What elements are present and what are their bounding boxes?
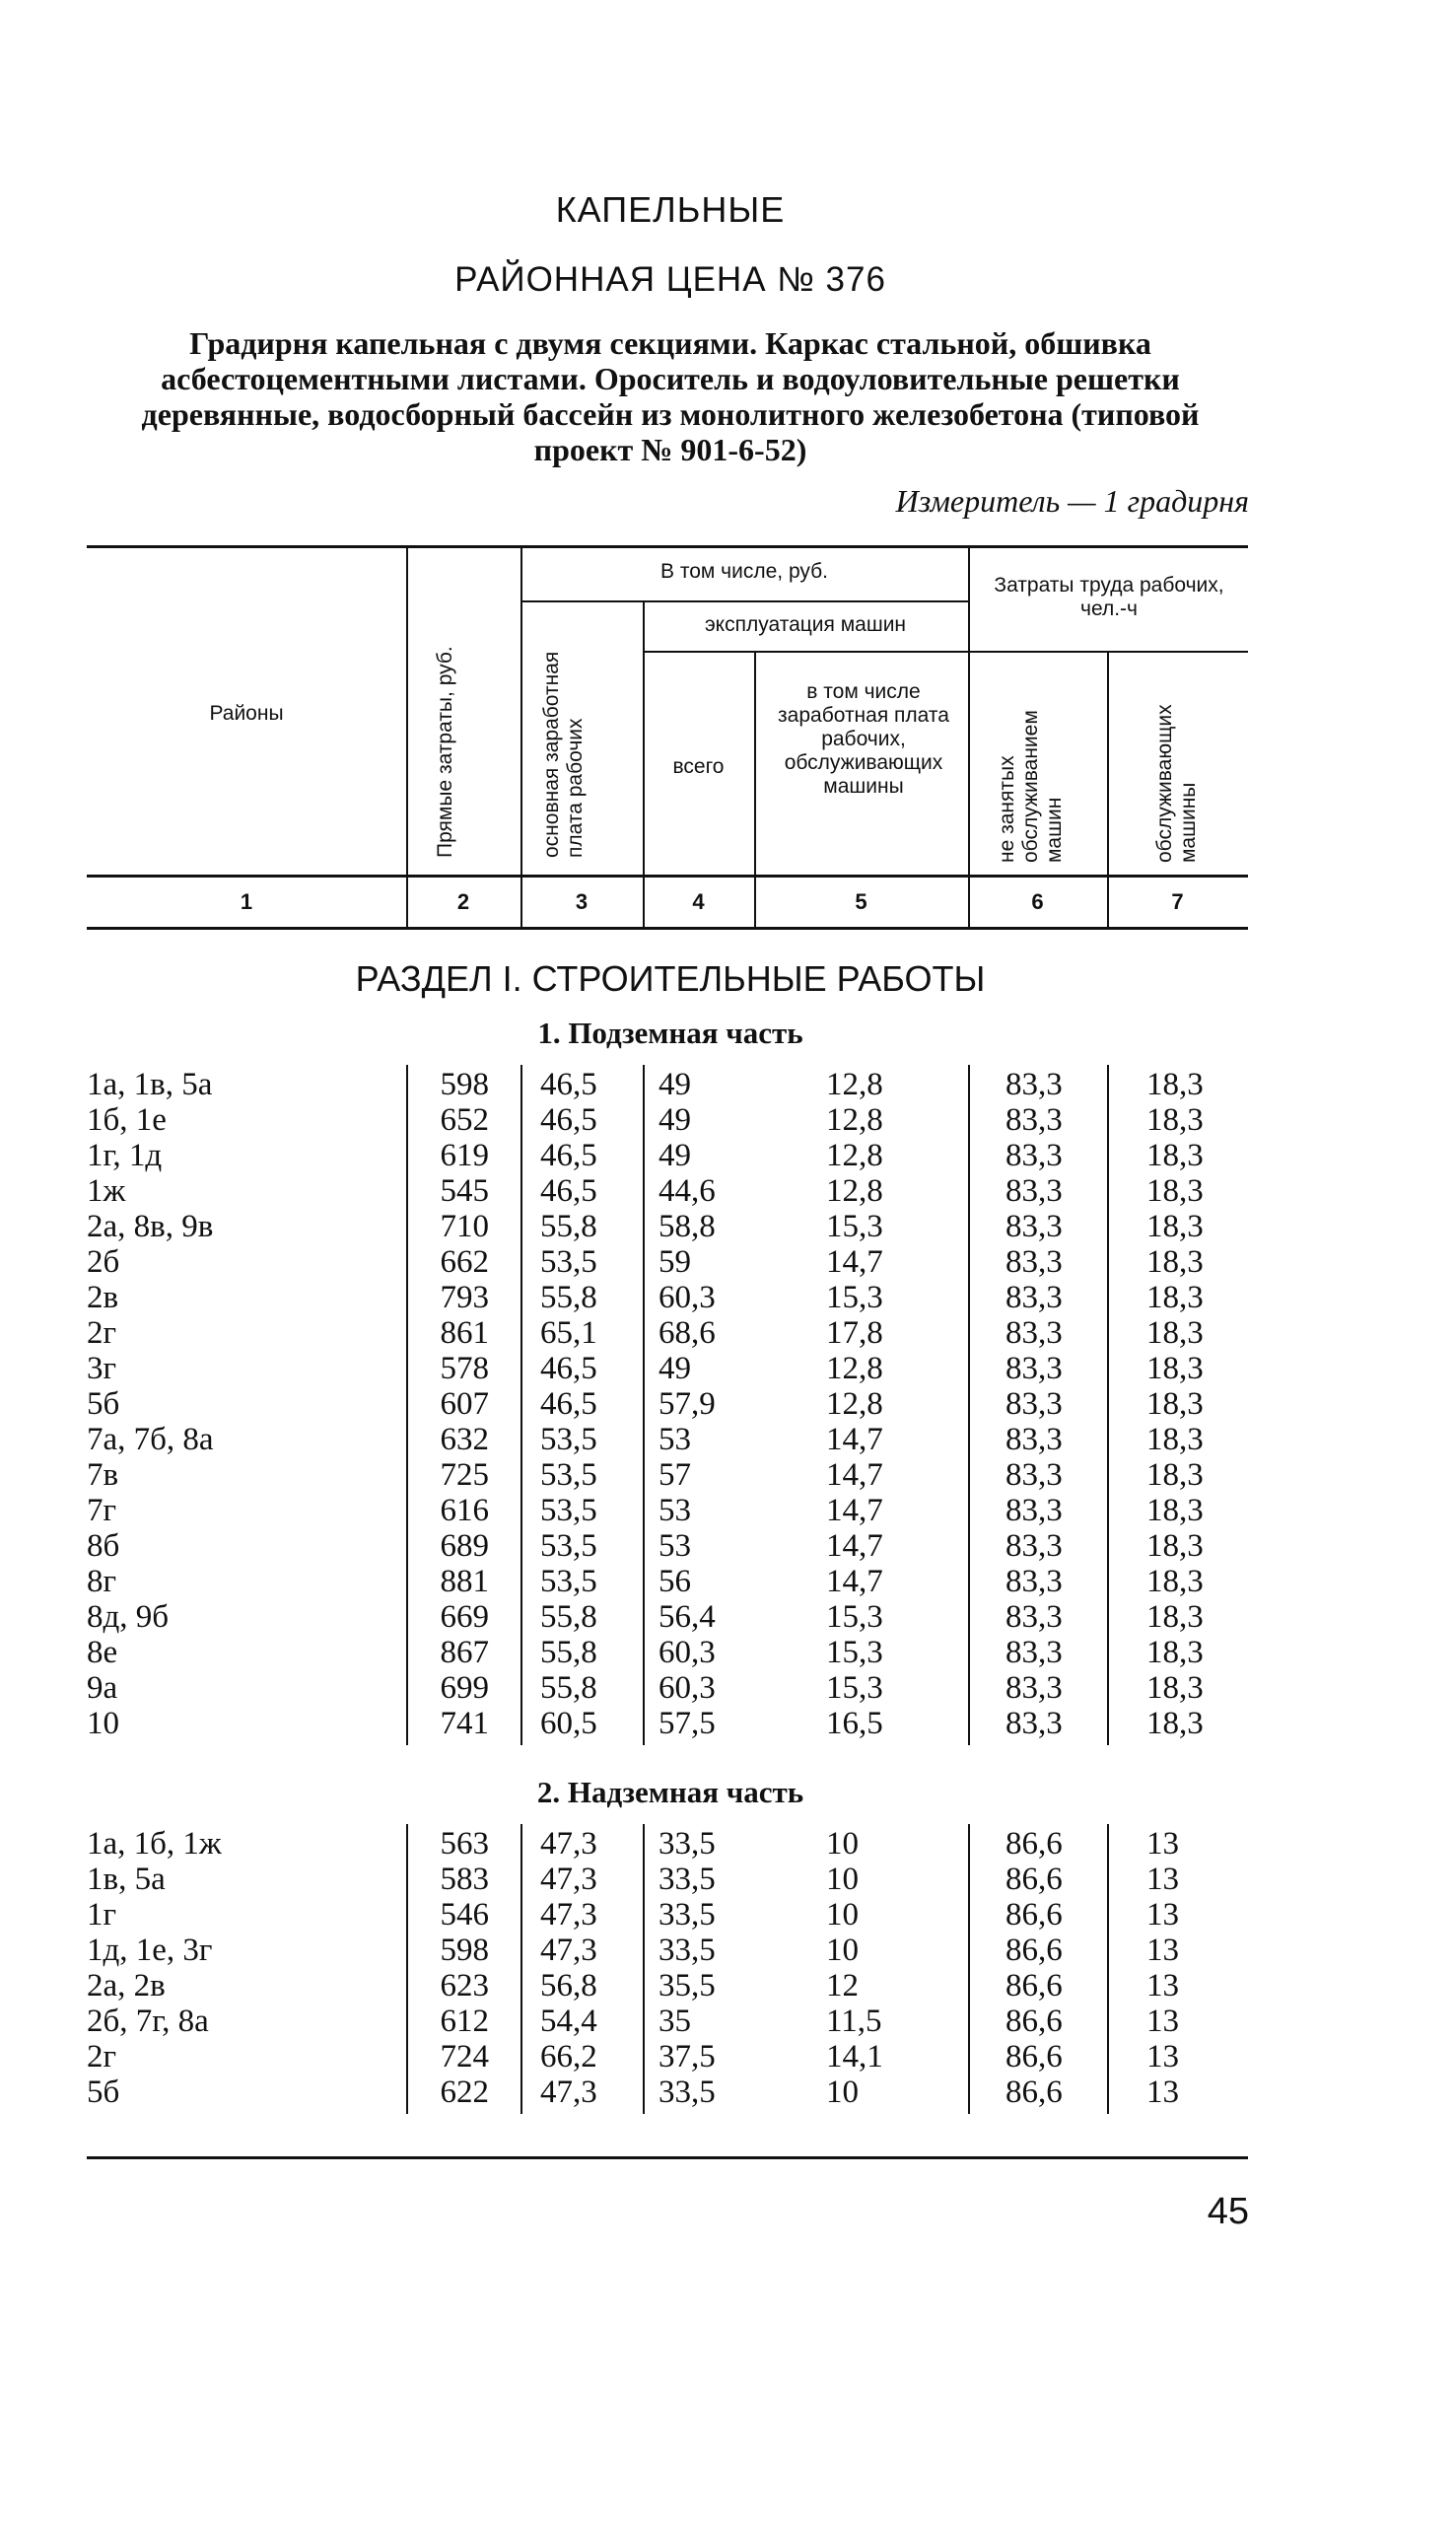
cell-machines-wage: 14,7	[826, 1244, 883, 1280]
cell-region: 2г	[87, 1315, 117, 1351]
cell-direct-costs: 724	[440, 2039, 489, 2074]
cell-labor-machine: 18,3	[1146, 1457, 1204, 1493]
part2-title: 2. Надземная часть	[536, 1775, 804, 1809]
cell-labor-machine: 13	[1146, 2074, 1179, 2110]
cell-direct-costs: 619	[440, 1138, 489, 1173]
cell-direct-costs: 545	[440, 1173, 489, 1209]
price-title: РАЙОННАЯ ЦЕНА № 376	[454, 260, 886, 299]
header-regions: Районы	[209, 702, 284, 725]
cell-machines-total: 33,5	[659, 1862, 716, 1897]
cell-machines-total: 49	[659, 1067, 691, 1102]
cell-region: 5б	[87, 2074, 120, 2110]
cell-labor-not-machine: 83,3	[1005, 1706, 1063, 1741]
cell-machines-wage: 10	[826, 1897, 859, 1933]
cell-direct-costs: 861	[440, 1315, 489, 1351]
cell-machines-total: 57	[659, 1457, 691, 1493]
cell-direct-costs: 699	[440, 1670, 489, 1706]
cell-labor-machine: 18,3	[1146, 1564, 1204, 1599]
cell-region: 2а, 8в, 9в	[87, 1209, 214, 1244]
cell-base-wage: 47,3	[540, 1862, 597, 1897]
cell-machines-total: 68,6	[659, 1315, 716, 1351]
body-vline	[643, 1824, 645, 2114]
cell-machines-total: 60,3	[659, 1670, 716, 1706]
cell-labor-not-machine: 83,3	[1005, 1173, 1063, 1209]
cell-machines-total: 44,6	[659, 1173, 716, 1209]
cell-direct-costs: 578	[440, 1351, 489, 1386]
cell-region: 8г	[87, 1564, 117, 1599]
cell-labor-machine: 18,3	[1146, 1102, 1204, 1138]
cell-labor-not-machine: 83,3	[1005, 1351, 1063, 1386]
body-vline	[1107, 1065, 1109, 1745]
cell-labor-not-machine: 86,6	[1005, 1826, 1063, 1862]
cell-labor-not-machine: 86,6	[1005, 1933, 1063, 1968]
cell-region: 1б, 1е	[87, 1102, 167, 1138]
table-bottom-rule	[87, 2156, 1248, 2159]
header-machine-operation: эксплуатация машин	[704, 613, 907, 636]
cell-machines-wage: 14,7	[826, 1528, 883, 1564]
header-top-rule	[87, 545, 1248, 548]
cell-direct-costs: 689	[440, 1528, 489, 1564]
cell-region: 7г	[87, 1493, 117, 1528]
cell-labor-not-machine: 83,3	[1005, 1244, 1063, 1280]
cell-labor-not-machine: 83,3	[1005, 1102, 1063, 1138]
cell-labor-not-machine: 83,3	[1005, 1422, 1063, 1457]
cell-base-wage: 46,5	[540, 1173, 597, 1209]
header-vline-5	[968, 548, 970, 927]
cell-base-wage: 55,8	[540, 1670, 597, 1706]
cell-region: 2б, 7г, 8а	[87, 2004, 209, 2039]
cell-machines-total: 49	[659, 1351, 691, 1386]
cell-region: 1г	[87, 1897, 117, 1933]
cell-direct-costs: 598	[440, 1067, 489, 1102]
cell-machines-wage: 12,8	[826, 1386, 883, 1422]
cell-machines-total: 33,5	[659, 1897, 716, 1933]
cell-machines-wage: 10	[826, 1862, 859, 1897]
cell-base-wage: 54,4	[540, 2004, 597, 2039]
cell-machines-total: 56,4	[659, 1599, 716, 1635]
header-sub-rule-including	[520, 600, 968, 602]
cell-direct-costs: 710	[440, 1209, 489, 1244]
cell-labor-machine: 13	[1146, 2004, 1179, 2039]
cell-labor-not-machine: 86,6	[1005, 2039, 1063, 2074]
body-vline	[1107, 1824, 1109, 2114]
cell-region: 1а, 1в, 5а	[87, 1067, 213, 1102]
cell-labor-not-machine: 83,3	[1005, 1670, 1063, 1706]
header-vline-4	[754, 653, 756, 927]
cell-machines-wage: 11,5	[826, 2004, 882, 2039]
cell-direct-costs: 725	[440, 1457, 489, 1493]
cell-machines-total: 37,5	[659, 2039, 716, 2074]
cell-labor-not-machine: 86,6	[1005, 1862, 1063, 1897]
cell-base-wage: 47,3	[540, 1933, 597, 1968]
cell-base-wage: 47,3	[540, 1897, 597, 1933]
cell-machines-total: 56	[659, 1564, 691, 1599]
cell-direct-costs: 881	[440, 1564, 489, 1599]
cell-machines-wage: 15,3	[826, 1280, 883, 1315]
cell-base-wage: 46,5	[540, 1067, 597, 1102]
header-not-machine-workers: не занятых обслуживанием машин	[996, 710, 1066, 863]
colnum-6: 6	[1031, 889, 1044, 914]
cell-labor-not-machine: 83,3	[1005, 1457, 1063, 1493]
cell-machines-wage: 15,3	[826, 1209, 883, 1244]
cell-labor-machine: 18,3	[1146, 1706, 1204, 1741]
cell-labor-machine: 18,3	[1146, 1067, 1204, 1102]
cell-direct-costs: 867	[440, 1635, 489, 1670]
header-vline-6	[1107, 653, 1109, 927]
cell-labor-not-machine: 83,3	[1005, 1209, 1063, 1244]
cell-labor-machine: 18,3	[1146, 1635, 1204, 1670]
section-title: РАЗДЕЛ I. СТРОИТЕЛЬНЫЕ РАБОТЫ	[355, 958, 986, 999]
cell-base-wage: 53,5	[540, 1528, 597, 1564]
header-total: всего	[672, 755, 725, 778]
header-vline-1	[406, 548, 408, 927]
cell-labor-not-machine: 83,3	[1005, 1315, 1063, 1351]
colnum-2: 2	[456, 889, 470, 914]
cell-machines-wage: 17,8	[826, 1315, 883, 1351]
meter: Измеритель — 1 градирня	[895, 483, 1249, 519]
cell-region: 5б	[87, 1386, 120, 1422]
header-direct-costs: Прямые затраты, руб.	[434, 646, 456, 858]
cell-machines-wage: 10	[826, 1826, 859, 1862]
cell-base-wage: 46,5	[540, 1351, 597, 1386]
cell-region: 1в, 5а	[87, 1862, 166, 1897]
cell-labor-not-machine: 83,3	[1005, 1599, 1063, 1635]
colnum-3: 3	[575, 889, 589, 914]
cell-labor-machine: 18,3	[1146, 1670, 1204, 1706]
cell-machines-wage: 10	[826, 2074, 859, 2110]
cell-base-wage: 47,3	[540, 1826, 597, 1862]
header-including-wage: в том числе заработная плата рабочих, обслуживающих машины	[778, 680, 949, 798]
cell-base-wage: 60,5	[540, 1706, 597, 1741]
cell-machines-total: 53	[659, 1528, 691, 1564]
cell-machines-wage: 14,7	[826, 1493, 883, 1528]
cell-machines-total: 60,3	[659, 1280, 716, 1315]
cell-labor-machine: 18,3	[1146, 1209, 1204, 1244]
cell-base-wage: 53,5	[540, 1244, 597, 1280]
header-machine-workers: обслуживающих машины	[1153, 704, 1200, 863]
cell-labor-not-machine: 86,6	[1005, 1968, 1063, 2004]
cell-direct-costs: 616	[440, 1493, 489, 1528]
cell-machines-wage: 14,7	[826, 1422, 883, 1457]
part1-title: 1. Подземная часть	[537, 1016, 803, 1050]
cell-machines-total: 49	[659, 1102, 691, 1138]
body-vline	[520, 1065, 522, 1745]
header-sub-rule-machines	[643, 651, 968, 653]
cell-machines-total: 33,5	[659, 1933, 716, 1968]
cell-base-wage: 56,8	[540, 1968, 597, 2004]
cell-direct-costs: 652	[440, 1102, 489, 1138]
cell-machines-total: 35	[659, 2004, 691, 2039]
cell-machines-total: 35,5	[659, 1968, 716, 2004]
cell-labor-not-machine: 83,3	[1005, 1138, 1063, 1173]
cell-labor-machine: 13	[1146, 1933, 1179, 1968]
cell-region: 7а, 7б, 8а	[87, 1422, 214, 1457]
body-vline	[520, 1824, 522, 2114]
colnum-4: 4	[692, 889, 705, 914]
cell-machines-total: 49	[659, 1138, 691, 1173]
cell-labor-machine: 18,3	[1146, 1599, 1204, 1635]
cell-region: 8е	[87, 1635, 118, 1670]
cell-region: 1д, 1е, 3г	[87, 1933, 213, 1968]
cell-labor-machine: 13	[1146, 1968, 1179, 2004]
cell-machines-wage: 12,8	[826, 1138, 883, 1173]
cell-machines-wage: 14,7	[826, 1457, 883, 1493]
cell-region: 2в	[87, 1280, 119, 1315]
cell-direct-costs: 669	[440, 1599, 489, 1635]
cell-region: 8б	[87, 1528, 120, 1564]
cell-machines-wage: 12,8	[826, 1351, 883, 1386]
cell-labor-not-machine: 86,6	[1005, 2004, 1063, 2039]
body-vline	[968, 1065, 970, 1745]
cell-machines-wage: 14,1	[826, 2039, 883, 2074]
cell-direct-costs: 793	[440, 1280, 489, 1315]
header-including: В том числе, руб.	[660, 560, 828, 583]
cell-machines-wage: 15,3	[826, 1670, 883, 1706]
cell-labor-machine: 18,3	[1146, 1280, 1204, 1315]
cell-base-wage: 46,5	[540, 1386, 597, 1422]
cell-direct-costs: 632	[440, 1422, 489, 1457]
colnum-1: 1	[240, 889, 253, 914]
cell-base-wage: 65,1	[540, 1315, 597, 1351]
cell-direct-costs: 662	[440, 1244, 489, 1280]
cell-region: 7в	[87, 1457, 119, 1493]
page-number: 45	[1207, 2191, 1249, 2232]
cell-base-wage: 53,5	[540, 1457, 597, 1493]
header-labor-costs: Затраты труда рабочих, чел.-ч	[994, 574, 1224, 620]
cell-machines-total: 58,8	[659, 1209, 716, 1244]
cell-region: 2а, 2в	[87, 1968, 166, 2004]
cell-direct-costs: 583	[440, 1862, 489, 1897]
cell-machines-wage: 10	[826, 1933, 859, 1968]
cell-labor-machine: 18,3	[1146, 1386, 1204, 1422]
cell-machines-total: 33,5	[659, 1826, 716, 1862]
cell-machines-total: 33,5	[659, 2074, 716, 2110]
cell-direct-costs: 741	[440, 1706, 489, 1741]
cell-region: 10	[87, 1706, 119, 1741]
header-base-wage: основная заработная плата рабочих	[540, 651, 587, 858]
cell-labor-not-machine: 86,6	[1005, 1897, 1063, 1933]
cell-machines-wage: 16,5	[826, 1706, 883, 1741]
cell-labor-machine: 18,3	[1146, 1493, 1204, 1528]
cell-base-wage: 66,2	[540, 2039, 597, 2074]
cell-base-wage: 55,8	[540, 1209, 597, 1244]
header-vline-2	[520, 548, 522, 927]
cell-base-wage: 46,5	[540, 1102, 597, 1138]
cell-labor-not-machine: 83,3	[1005, 1386, 1063, 1422]
cell-machines-wage: 12,8	[826, 1102, 883, 1138]
cell-labor-machine: 18,3	[1146, 1173, 1204, 1209]
cell-base-wage: 46,5	[540, 1138, 597, 1173]
cell-machines-wage: 12,8	[826, 1173, 883, 1209]
cell-base-wage: 47,3	[540, 2074, 597, 2110]
cell-region: 9а	[87, 1670, 118, 1706]
cell-direct-costs: 607	[440, 1386, 489, 1422]
cell-labor-not-machine: 83,3	[1005, 1067, 1063, 1102]
colnum-7: 7	[1171, 889, 1184, 914]
header-bottom-rule	[87, 875, 1248, 878]
cell-machines-total: 57,9	[659, 1386, 716, 1422]
cell-region: 2г	[87, 2039, 117, 2074]
cell-direct-costs: 622	[440, 2074, 489, 2110]
body-vline	[406, 1065, 408, 1745]
cell-labor-not-machine: 83,3	[1005, 1280, 1063, 1315]
cell-machines-total: 59	[659, 1244, 691, 1280]
cell-machines-wage: 12,8	[826, 1067, 883, 1102]
cell-region: 2б	[87, 1244, 120, 1280]
cell-region: 1ж	[87, 1173, 126, 1209]
colnum-bottom-rule	[87, 927, 1248, 930]
cell-machines-wage: 15,3	[826, 1635, 883, 1670]
cell-region: 3г	[87, 1351, 117, 1386]
cell-labor-not-machine: 83,3	[1005, 1564, 1063, 1599]
cell-labor-not-machine: 83,3	[1005, 1635, 1063, 1670]
cell-region: 1а, 1б, 1ж	[87, 1826, 222, 1862]
cell-labor-machine: 18,3	[1146, 1138, 1204, 1173]
cell-labor-machine: 18,3	[1146, 1244, 1204, 1280]
cell-region: 8д, 9б	[87, 1599, 170, 1635]
cell-base-wage: 53,5	[540, 1564, 597, 1599]
cell-direct-costs: 546	[440, 1897, 489, 1933]
body-vline	[406, 1824, 408, 2114]
cell-machines-total: 53	[659, 1422, 691, 1457]
cell-labor-machine: 18,3	[1146, 1351, 1204, 1386]
cell-labor-machine: 18,3	[1146, 1528, 1204, 1564]
colnum-5: 5	[855, 889, 867, 914]
cell-machines-total: 60,3	[659, 1635, 716, 1670]
cell-labor-machine: 18,3	[1146, 1315, 1204, 1351]
cell-base-wage: 53,5	[540, 1422, 597, 1457]
cell-base-wage: 55,8	[540, 1280, 597, 1315]
cell-base-wage: 55,8	[540, 1635, 597, 1670]
cell-direct-costs: 598	[440, 1933, 489, 1968]
cell-machines-wage: 14,7	[826, 1564, 883, 1599]
heading: КАПЕЛЬНЫЕ	[555, 189, 786, 230]
cell-machines-wage: 15,3	[826, 1599, 883, 1635]
cell-labor-machine: 13	[1146, 1897, 1179, 1933]
cell-region: 1г, 1д	[87, 1138, 163, 1173]
cell-machines-wage: 12	[826, 1968, 859, 2004]
cell-machines-total: 53	[659, 1493, 691, 1528]
cell-base-wage: 55,8	[540, 1599, 597, 1635]
cell-labor-machine: 13	[1146, 1862, 1179, 1897]
cell-labor-not-machine: 83,3	[1005, 1528, 1063, 1564]
body-vline	[643, 1065, 645, 1745]
cell-labor-machine: 18,3	[1146, 1422, 1204, 1457]
cell-machines-total: 57,5	[659, 1706, 716, 1741]
cell-labor-not-machine: 86,6	[1005, 2074, 1063, 2110]
cell-direct-costs: 623	[440, 1968, 489, 2004]
description: Градирня капельная с двумя секциями. Каркас стальной, обшивка асбестоцементными листами. Ороситель и водоуловительные решетки деревянные, водосборный бассейн из монолитного железобетона (типовой проект № 901-6-52)	[141, 325, 1200, 467]
body-vline	[968, 1824, 970, 2114]
cell-direct-costs: 612	[440, 2004, 489, 2039]
cell-labor-machine: 13	[1146, 2039, 1179, 2074]
cell-labor-machine: 13	[1146, 1826, 1179, 1862]
cell-labor-not-machine: 83,3	[1005, 1493, 1063, 1528]
cell-base-wage: 53,5	[540, 1493, 597, 1528]
cell-direct-costs: 563	[440, 1826, 489, 1862]
